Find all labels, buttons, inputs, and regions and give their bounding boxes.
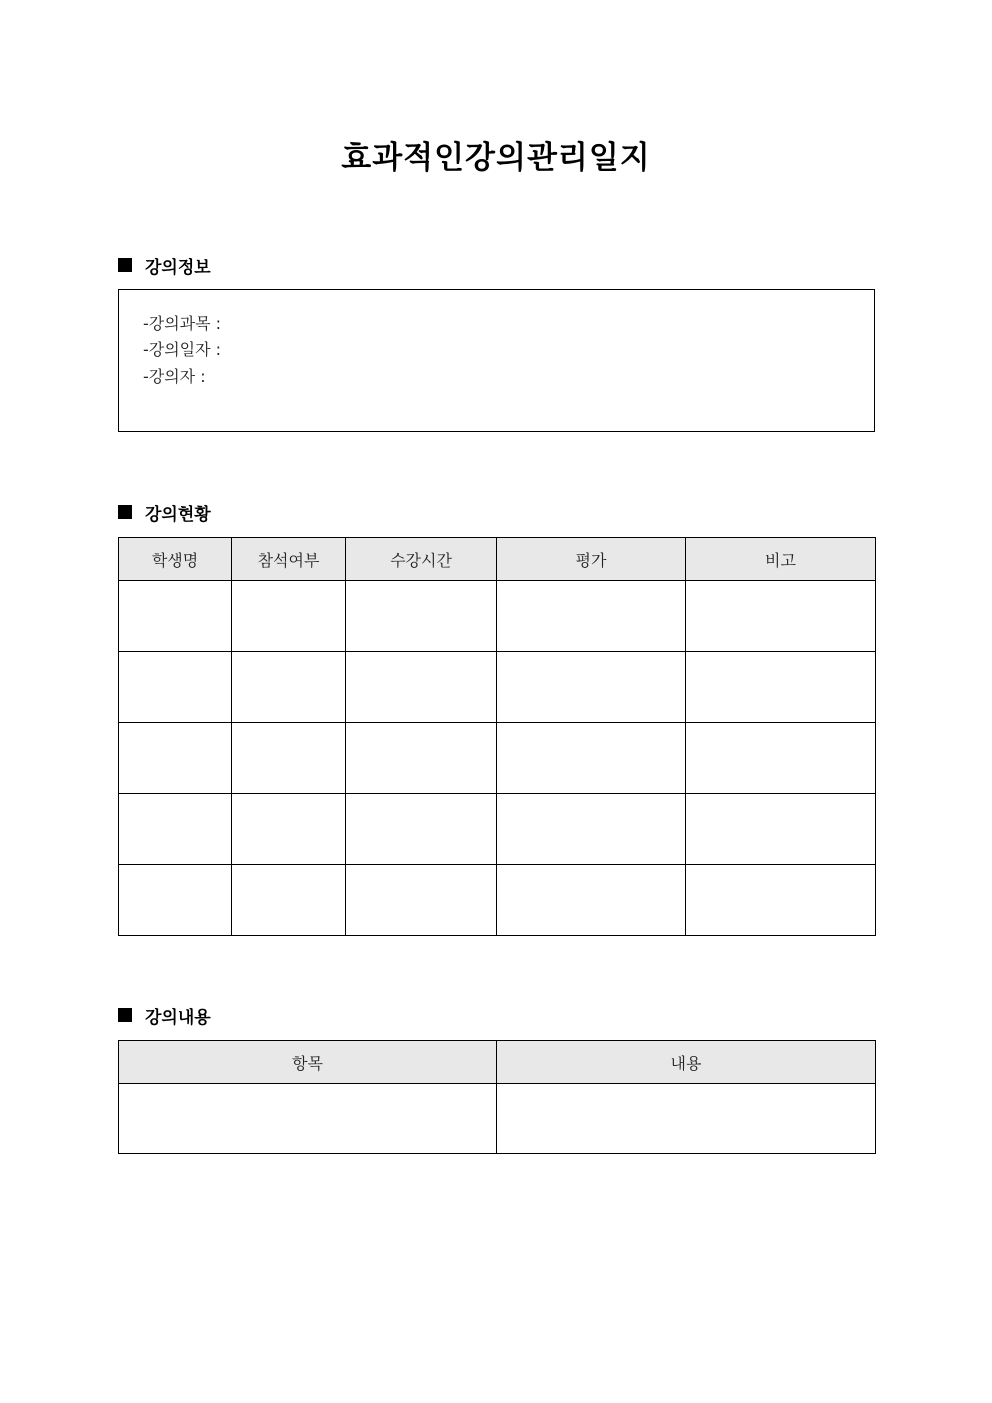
table-cell[interactable] xyxy=(232,652,346,723)
table-row xyxy=(119,652,876,723)
table-cell[interactable] xyxy=(119,1084,497,1154)
table-row xyxy=(119,794,876,865)
table-row xyxy=(119,581,876,652)
lecture-status-table xyxy=(118,537,876,936)
table-cell[interactable] xyxy=(346,794,497,865)
table-cell[interactable] xyxy=(119,865,232,936)
table-cell[interactable] xyxy=(497,1084,876,1154)
info-line-subject: -강의과목 : xyxy=(143,314,222,333)
table-cell[interactable] xyxy=(232,794,346,865)
table-cell[interactable] xyxy=(686,652,876,723)
column-header-student: 학생명 xyxy=(119,538,232,581)
table-cell[interactable] xyxy=(119,794,232,865)
section-heading-lecture-status xyxy=(118,501,211,523)
document-title: 효과적인강의관리일지 xyxy=(341,140,651,176)
table-cell[interactable] xyxy=(497,652,686,723)
table-cell[interactable] xyxy=(119,581,232,652)
column-header-evaluation: 평가 xyxy=(497,538,686,581)
section-heading-label: 강의정보 xyxy=(145,257,211,278)
square-bullet-icon xyxy=(118,258,132,272)
table-cell[interactable] xyxy=(232,865,346,936)
table-cell[interactable] xyxy=(686,723,876,794)
info-line-lecturer: -강의자 : xyxy=(143,367,206,386)
lecture-info-box xyxy=(118,289,875,432)
section-heading-label: 강의내용 xyxy=(145,1007,211,1028)
table-header-row xyxy=(119,538,876,581)
column-header-item: 항목 xyxy=(119,1041,497,1084)
table-cell[interactable] xyxy=(686,794,876,865)
square-bullet-icon xyxy=(118,505,132,519)
table-cell[interactable] xyxy=(119,652,232,723)
table-cell[interactable] xyxy=(232,723,346,794)
table-cell[interactable] xyxy=(119,723,232,794)
square-bullet-icon xyxy=(118,1008,132,1022)
table-cell[interactable] xyxy=(497,865,686,936)
table-cell[interactable] xyxy=(497,723,686,794)
table-cell[interactable] xyxy=(232,581,346,652)
table-cell[interactable] xyxy=(346,581,497,652)
table-cell[interactable] xyxy=(346,652,497,723)
column-header-remarks: 비고 xyxy=(686,538,876,581)
info-line-date: -강의일자 : xyxy=(143,340,222,359)
column-header-attendance: 참석여부 xyxy=(232,538,346,581)
column-header-study-time: 수강시간 xyxy=(346,538,497,581)
table-cell[interactable] xyxy=(497,794,686,865)
table-cell[interactable] xyxy=(686,581,876,652)
table-cell[interactable] xyxy=(346,723,497,794)
section-heading-lecture-info xyxy=(118,254,211,276)
table-cell[interactable] xyxy=(686,865,876,936)
table-row xyxy=(119,865,876,936)
section-heading-lecture-content xyxy=(118,1004,211,1026)
table-cell[interactable] xyxy=(346,865,497,936)
lecture-content-table xyxy=(118,1040,876,1154)
table-header-row xyxy=(119,1041,876,1084)
column-header-content: 내용 xyxy=(497,1041,876,1084)
table-row xyxy=(119,1084,876,1154)
table-cell[interactable] xyxy=(497,581,686,652)
section-heading-label: 강의현황 xyxy=(145,504,211,525)
table-row xyxy=(119,723,876,794)
